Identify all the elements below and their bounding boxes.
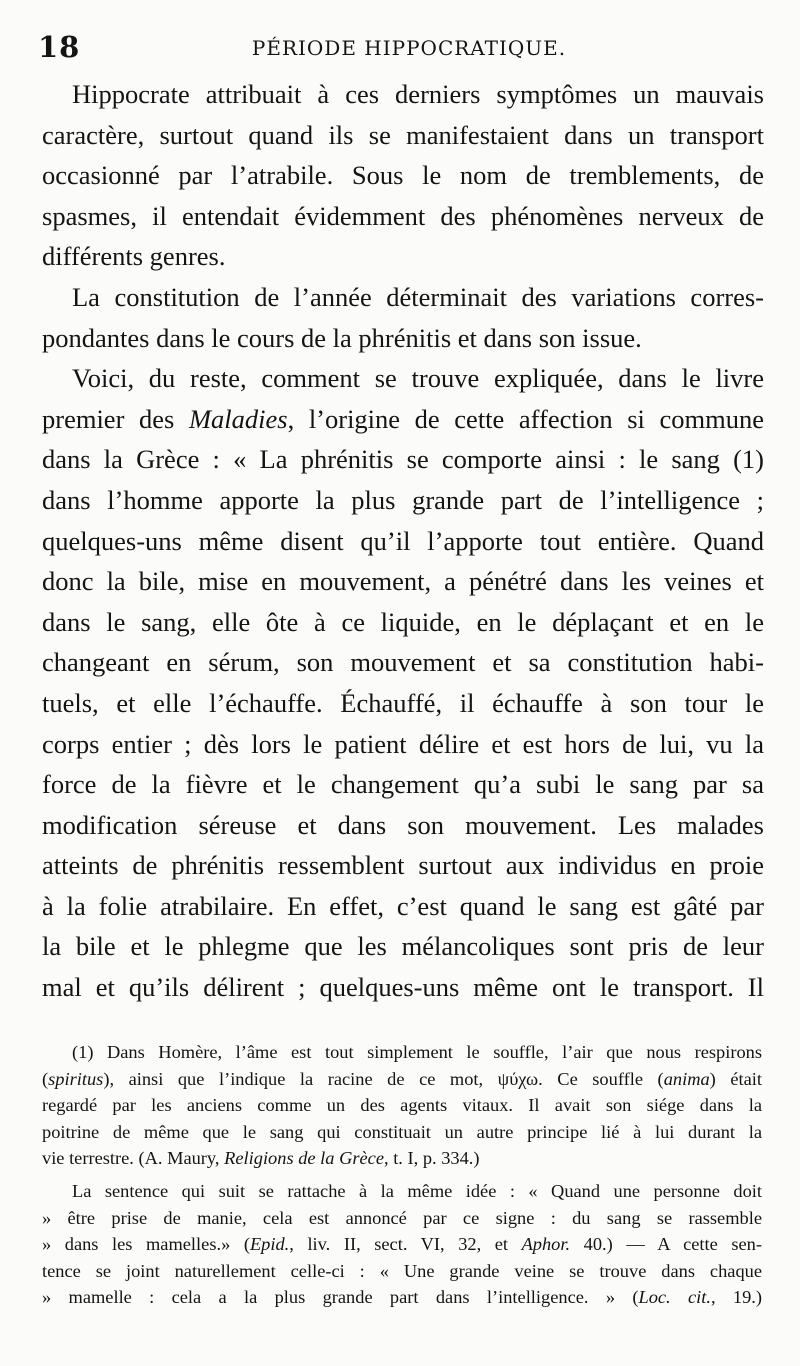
footnote-line — [42, 1066, 762, 1093]
footnote-line: La sentence qui suit se rattache à la même idée : « Quand une personne doit — [72, 1180, 762, 1201]
text-line: changeant en sérum, son mouvement et sa constitution habi- — [42, 647, 764, 678]
text-segment: vie terrestre. (A. Maury, — [42, 1148, 225, 1169]
text-segment: ( — [42, 1068, 49, 1089]
ref-aphor: Aphor. — [521, 1234, 571, 1255]
text-segment: premier des — [42, 403, 189, 434]
text-line: la bile et le phlegme que les mélancoliques sont pris de leur — [42, 931, 764, 962]
text-line: Hippocrate attribuait à ces derniers symptômes un mauvais — [72, 79, 764, 109]
text-segment: , l’origine de cette affection si commune — [287, 403, 764, 434]
text-segment: , t. I, p. 334.) — [384, 1148, 480, 1169]
footnote-line: (1) Dans Homère, l’âme est tout simplement le souffle, l’air que nous respirons — [72, 1042, 762, 1062]
running-title: PÉRIODE HIPPOCRATIQUE. — [251, 36, 567, 60]
text-segment: ), ainsi que l’indique la racine de ce mot, ψύχω. Ce souffle ( — [103, 1068, 664, 1089]
text-line: dans la Grèce : « La phrénitis se comporte ainsi : le sang (1) — [42, 444, 764, 475]
text-line: spasmes, il entendait évidemment des phénomènes nerveux de — [42, 200, 764, 231]
text-segment: , 19.) — [710, 1287, 763, 1308]
text-line: caractère, surtout quand ils se manifestaient dans un transport — [42, 119, 764, 150]
footnote-line — [42, 1145, 762, 1172]
footnote-line — [42, 1231, 762, 1258]
paragraph-3 — [42, 358, 764, 1008]
text-line: dans le sang, elle ôte à ce liquide, en le déplaçant et en le — [42, 606, 764, 637]
text-segment: ) était — [709, 1068, 762, 1089]
paragraph-1 — [42, 74, 764, 277]
page-header — [38, 30, 760, 66]
ref-loc-cit: Loc. cit. — [638, 1287, 711, 1308]
text-line: dans l’homme apporte la plus grande part de l’intelligence ; — [42, 484, 764, 515]
footnote-line — [42, 1284, 762, 1311]
text-line: donc la bile, mise en mouvement, a pénétré dans les veines et — [42, 566, 764, 597]
page-number: 18 — [38, 30, 81, 64]
text-segment: , liv. II, sect. VI, 32, et — [289, 1234, 522, 1255]
text-segment: » mamelle : cela a la plus grande part dans l’intelligence. » ( — [42, 1287, 639, 1308]
term-spiritus: spiritus — [48, 1068, 104, 1089]
text-line: atteints de phrénitis ressemblent surtout aux individus en proie — [42, 850, 764, 881]
main-text — [42, 74, 764, 1008]
text-line: La constitution de l’année déterminait des variations corres- — [72, 281, 764, 312]
footnote-line: tence se joint naturellement celle-ci : « Une grande veine se trouve dans chaque — [42, 1260, 762, 1281]
text-line: tuels, et elle l’échauffe. Échauffé, il échauffe à son tour le — [42, 687, 764, 718]
book-title-religions: Religions de la Grèce — [224, 1148, 384, 1169]
ref-epid: Epid. — [249, 1234, 290, 1255]
text-line: force de la fièvre et le changement qu’a subi le sang par sa — [42, 769, 764, 800]
text-line: quelques-uns même disent qu’il l’apporte tout entière. Quand — [42, 525, 764, 556]
text-line: mal et qu’ils délirent ; quelques-uns même ont le transport. Il — [42, 972, 764, 1003]
footnote-1 — [42, 1039, 762, 1172]
text-segment: 40.) — A cette sen- — [570, 1234, 762, 1255]
text-line: pondantes dans le cours de la phrénitis et dans son issue. — [42, 322, 642, 353]
footnote-line: poitrine de même que le sang qui constituait un autre principe lié à lui durant la — [42, 1121, 762, 1142]
term-anima: anima — [663, 1068, 710, 1089]
text-line: occasionné par l’atrabile. Sous le nom de tremblements, de — [42, 160, 764, 191]
footnote-line: » être prise de manie, cela est annoncé par ce signe : du sang se rassemble — [42, 1207, 762, 1228]
text-line: corps entier ; dès lors le patient délire et est hors de lui, vu la — [42, 728, 764, 759]
footnote-2 — [42, 1178, 762, 1311]
paragraph-2 — [42, 277, 764, 358]
text-segment: » dans les mamelles.» ( — [42, 1234, 250, 1255]
footnotes — [42, 1039, 762, 1311]
book-title-maladies: Maladies — [188, 403, 288, 434]
footnote-line: regardé par les anciens comme un des agents vitaux. Il avait son siége dans la — [42, 1095, 762, 1116]
text-line: à la folie atrabilaire. En effet, c’est quand le sang est gâté par — [42, 890, 764, 921]
text-line — [42, 399, 764, 440]
text-line: différents genres. — [42, 241, 226, 272]
text-line: Voici, du reste, comment se trouve expliquée, dans le livre — [72, 363, 764, 394]
text-line: modification séreuse et dans son mouvement. Les malades — [42, 809, 764, 840]
